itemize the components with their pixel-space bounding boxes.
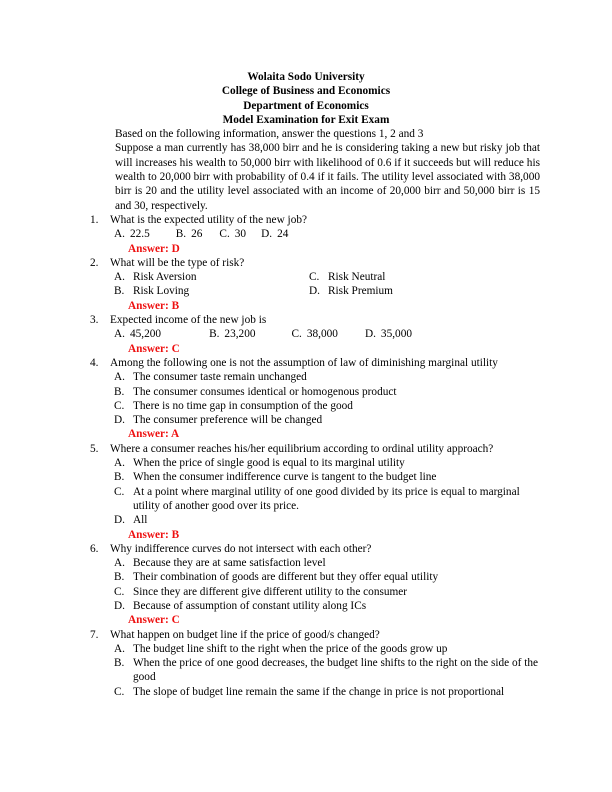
option-letter: A. bbox=[114, 457, 125, 470]
question-text: Where a consumer reaches his/her equilibrium according to ordinal utility approach? bbox=[110, 442, 494, 455]
option-letter: B. bbox=[209, 328, 220, 341]
option-a bbox=[114, 227, 150, 241]
question-text: Among the following one is not the assumption of law of diminishing marginal utility bbox=[110, 356, 498, 369]
option-letter: B. bbox=[114, 657, 125, 670]
question-5 bbox=[90, 442, 540, 542]
option-text: All bbox=[133, 514, 148, 527]
option-b bbox=[209, 327, 255, 341]
answer-text: Answer: C bbox=[128, 614, 180, 627]
intro-instruction: Based on the following information, answer the questions 1, 2 and 3 bbox=[115, 128, 424, 141]
option-d bbox=[114, 599, 540, 613]
option-letter: D. bbox=[114, 514, 125, 527]
option-a bbox=[114, 270, 309, 284]
option-c bbox=[219, 227, 246, 241]
option-text: When the price of one good decreases, the budget line shifts to the right on the side of the good bbox=[133, 657, 538, 684]
option-a bbox=[114, 642, 540, 656]
question-number: 2. bbox=[90, 256, 99, 269]
option-letter: C. bbox=[219, 228, 230, 241]
option-text: When the price of single good is equal to its marginal utility bbox=[133, 457, 405, 470]
options-row bbox=[114, 227, 540, 241]
option-a bbox=[114, 456, 540, 470]
option-c bbox=[114, 685, 540, 699]
question-text: Why indifference curves do not intersect with each other? bbox=[110, 542, 372, 555]
option-b bbox=[114, 570, 540, 584]
option-letter: C. bbox=[114, 685, 125, 698]
option-d bbox=[365, 327, 412, 341]
option-letter: D. bbox=[114, 414, 125, 427]
question-number: 3. bbox=[90, 314, 99, 327]
option-letter: A. bbox=[114, 371, 125, 384]
option-c bbox=[114, 485, 540, 514]
question-body bbox=[110, 628, 540, 699]
option-d bbox=[114, 413, 540, 427]
option-letter: A. bbox=[114, 642, 125, 655]
option-b bbox=[114, 656, 540, 685]
option-text: There is no time gap in consumption of the good bbox=[133, 399, 353, 412]
option-text: When the consumer indifference curve is tangent to the budget line bbox=[133, 471, 437, 484]
question-number: 6. bbox=[90, 542, 99, 555]
option-letter: A. bbox=[114, 328, 125, 341]
option-d bbox=[114, 513, 540, 527]
question-body bbox=[110, 313, 540, 356]
option-text: At a point where marginal utility of one good divided by its price is equal to marginal utility of another good over its price. bbox=[133, 485, 520, 512]
intro-scenario: Suppose a man currently has 38,000 birr and he is considering taking a new but risky job that will increases his wealth to 50,000 birr with likelihood of 0.6 if it succeeds but will reduce his wealth to 20,000 birr with probability of 0.4 if it fails. The utility level associated with 38,000 birr is 20 and the utility level associated with an income of 20,000 birr and 50,000 birr is 15 and 30, respectively. bbox=[115, 142, 540, 212]
option-text: Risk Loving bbox=[133, 285, 190, 298]
option-text: Because of assumption of constant utility along ICs bbox=[133, 599, 367, 612]
option-letter: B. bbox=[114, 571, 125, 584]
option-text: 45,200 bbox=[129, 328, 162, 341]
option-letter: D. bbox=[309, 285, 320, 298]
option-text: Risk Premium bbox=[328, 285, 393, 298]
question-3 bbox=[90, 313, 540, 356]
option-text: 24 bbox=[277, 228, 289, 241]
document-header bbox=[72, 70, 540, 127]
option-letter: A. bbox=[114, 228, 125, 241]
answer-text: Answer: C bbox=[128, 342, 180, 355]
question-2 bbox=[90, 256, 540, 313]
option-a bbox=[114, 327, 161, 341]
option-letter: C. bbox=[114, 485, 125, 498]
option-c bbox=[114, 585, 540, 599]
option-b bbox=[176, 227, 203, 241]
answer-text: Answer: A bbox=[128, 428, 180, 441]
question-number: 4. bbox=[90, 356, 99, 369]
option-letter: A. bbox=[114, 557, 125, 570]
question-number: 7. bbox=[90, 628, 99, 641]
option-letter: C. bbox=[114, 399, 125, 412]
option-c bbox=[292, 327, 338, 341]
question-text: Expected income of the new job is bbox=[110, 314, 267, 327]
option-letter: D. bbox=[261, 228, 273, 241]
question-number: 1. bbox=[90, 213, 99, 226]
answer-text: Answer: D bbox=[128, 242, 180, 255]
option-text: 23,200 bbox=[224, 328, 256, 341]
option-text: Risk Neutral bbox=[328, 271, 386, 284]
option-a bbox=[114, 556, 540, 570]
option-text: The consumer consumes identical or homogenous product bbox=[133, 385, 397, 398]
option-d bbox=[309, 284, 540, 298]
answer-text: Answer: B bbox=[128, 299, 180, 312]
option-text: 26 bbox=[191, 228, 203, 241]
question-text: What will be the type of risk? bbox=[110, 256, 245, 269]
option-b bbox=[114, 284, 309, 298]
exam-title: Model Examination for Exit Exam bbox=[222, 113, 390, 126]
option-letter: A. bbox=[114, 271, 125, 284]
options-grid bbox=[114, 270, 540, 299]
question-number: 5. bbox=[90, 442, 99, 455]
college-name: College of Business and Economics bbox=[221, 85, 391, 98]
option-c bbox=[309, 270, 540, 284]
option-b bbox=[114, 385, 540, 399]
question-6 bbox=[90, 542, 540, 628]
option-d bbox=[261, 227, 288, 241]
university-name: Wolaita Sodo University bbox=[247, 71, 365, 83]
department-name: Department of Economics bbox=[243, 99, 369, 112]
option-letter: D. bbox=[114, 599, 125, 612]
option-letter: B. bbox=[175, 228, 187, 241]
intro-section bbox=[115, 127, 540, 213]
option-text: The consumer preference will be changed bbox=[133, 414, 323, 427]
option-b bbox=[114, 470, 540, 484]
option-letter: B. bbox=[114, 385, 125, 398]
question-body bbox=[110, 442, 540, 542]
option-text: The slope of budget line remain the same if the change in price is not proportional bbox=[133, 685, 505, 698]
option-letter: C. bbox=[114, 585, 125, 598]
option-text: 38,000 bbox=[306, 328, 338, 341]
option-letter: C. bbox=[309, 271, 320, 284]
option-text: Their combination of goods are different but they offer equal utility bbox=[133, 571, 439, 584]
option-letter: D. bbox=[364, 328, 376, 341]
option-letter: B. bbox=[114, 285, 125, 298]
question-1 bbox=[90, 213, 540, 256]
question-7 bbox=[90, 628, 540, 699]
question-text: What happen on budget line if the price of good/s changed? bbox=[110, 628, 380, 641]
option-text: Since they are different give different utility to the consumer bbox=[133, 585, 408, 598]
question-text: What is the expected utility of the new job? bbox=[110, 213, 308, 226]
option-text: The budget line shift to the right when the price of the goods grow up bbox=[133, 642, 448, 655]
option-text: Because they are at same satisfaction level bbox=[133, 557, 326, 570]
option-text: 30 bbox=[234, 228, 247, 241]
option-letter: B. bbox=[114, 471, 125, 484]
question-body bbox=[110, 256, 540, 313]
question-body bbox=[110, 356, 540, 442]
question-4 bbox=[90, 356, 540, 442]
option-letter: C. bbox=[291, 328, 302, 341]
option-c bbox=[114, 399, 540, 413]
option-text: Risk Aversion bbox=[133, 271, 197, 284]
question-body bbox=[110, 213, 540, 256]
options-row bbox=[114, 327, 540, 341]
option-text: The consumer taste remain unchanged bbox=[133, 371, 307, 384]
option-a bbox=[114, 370, 540, 384]
answer-text: Answer: B bbox=[128, 528, 180, 541]
option-text: 35,000 bbox=[380, 328, 412, 341]
option-text: 22.5 bbox=[129, 228, 150, 241]
question-body bbox=[110, 542, 540, 628]
